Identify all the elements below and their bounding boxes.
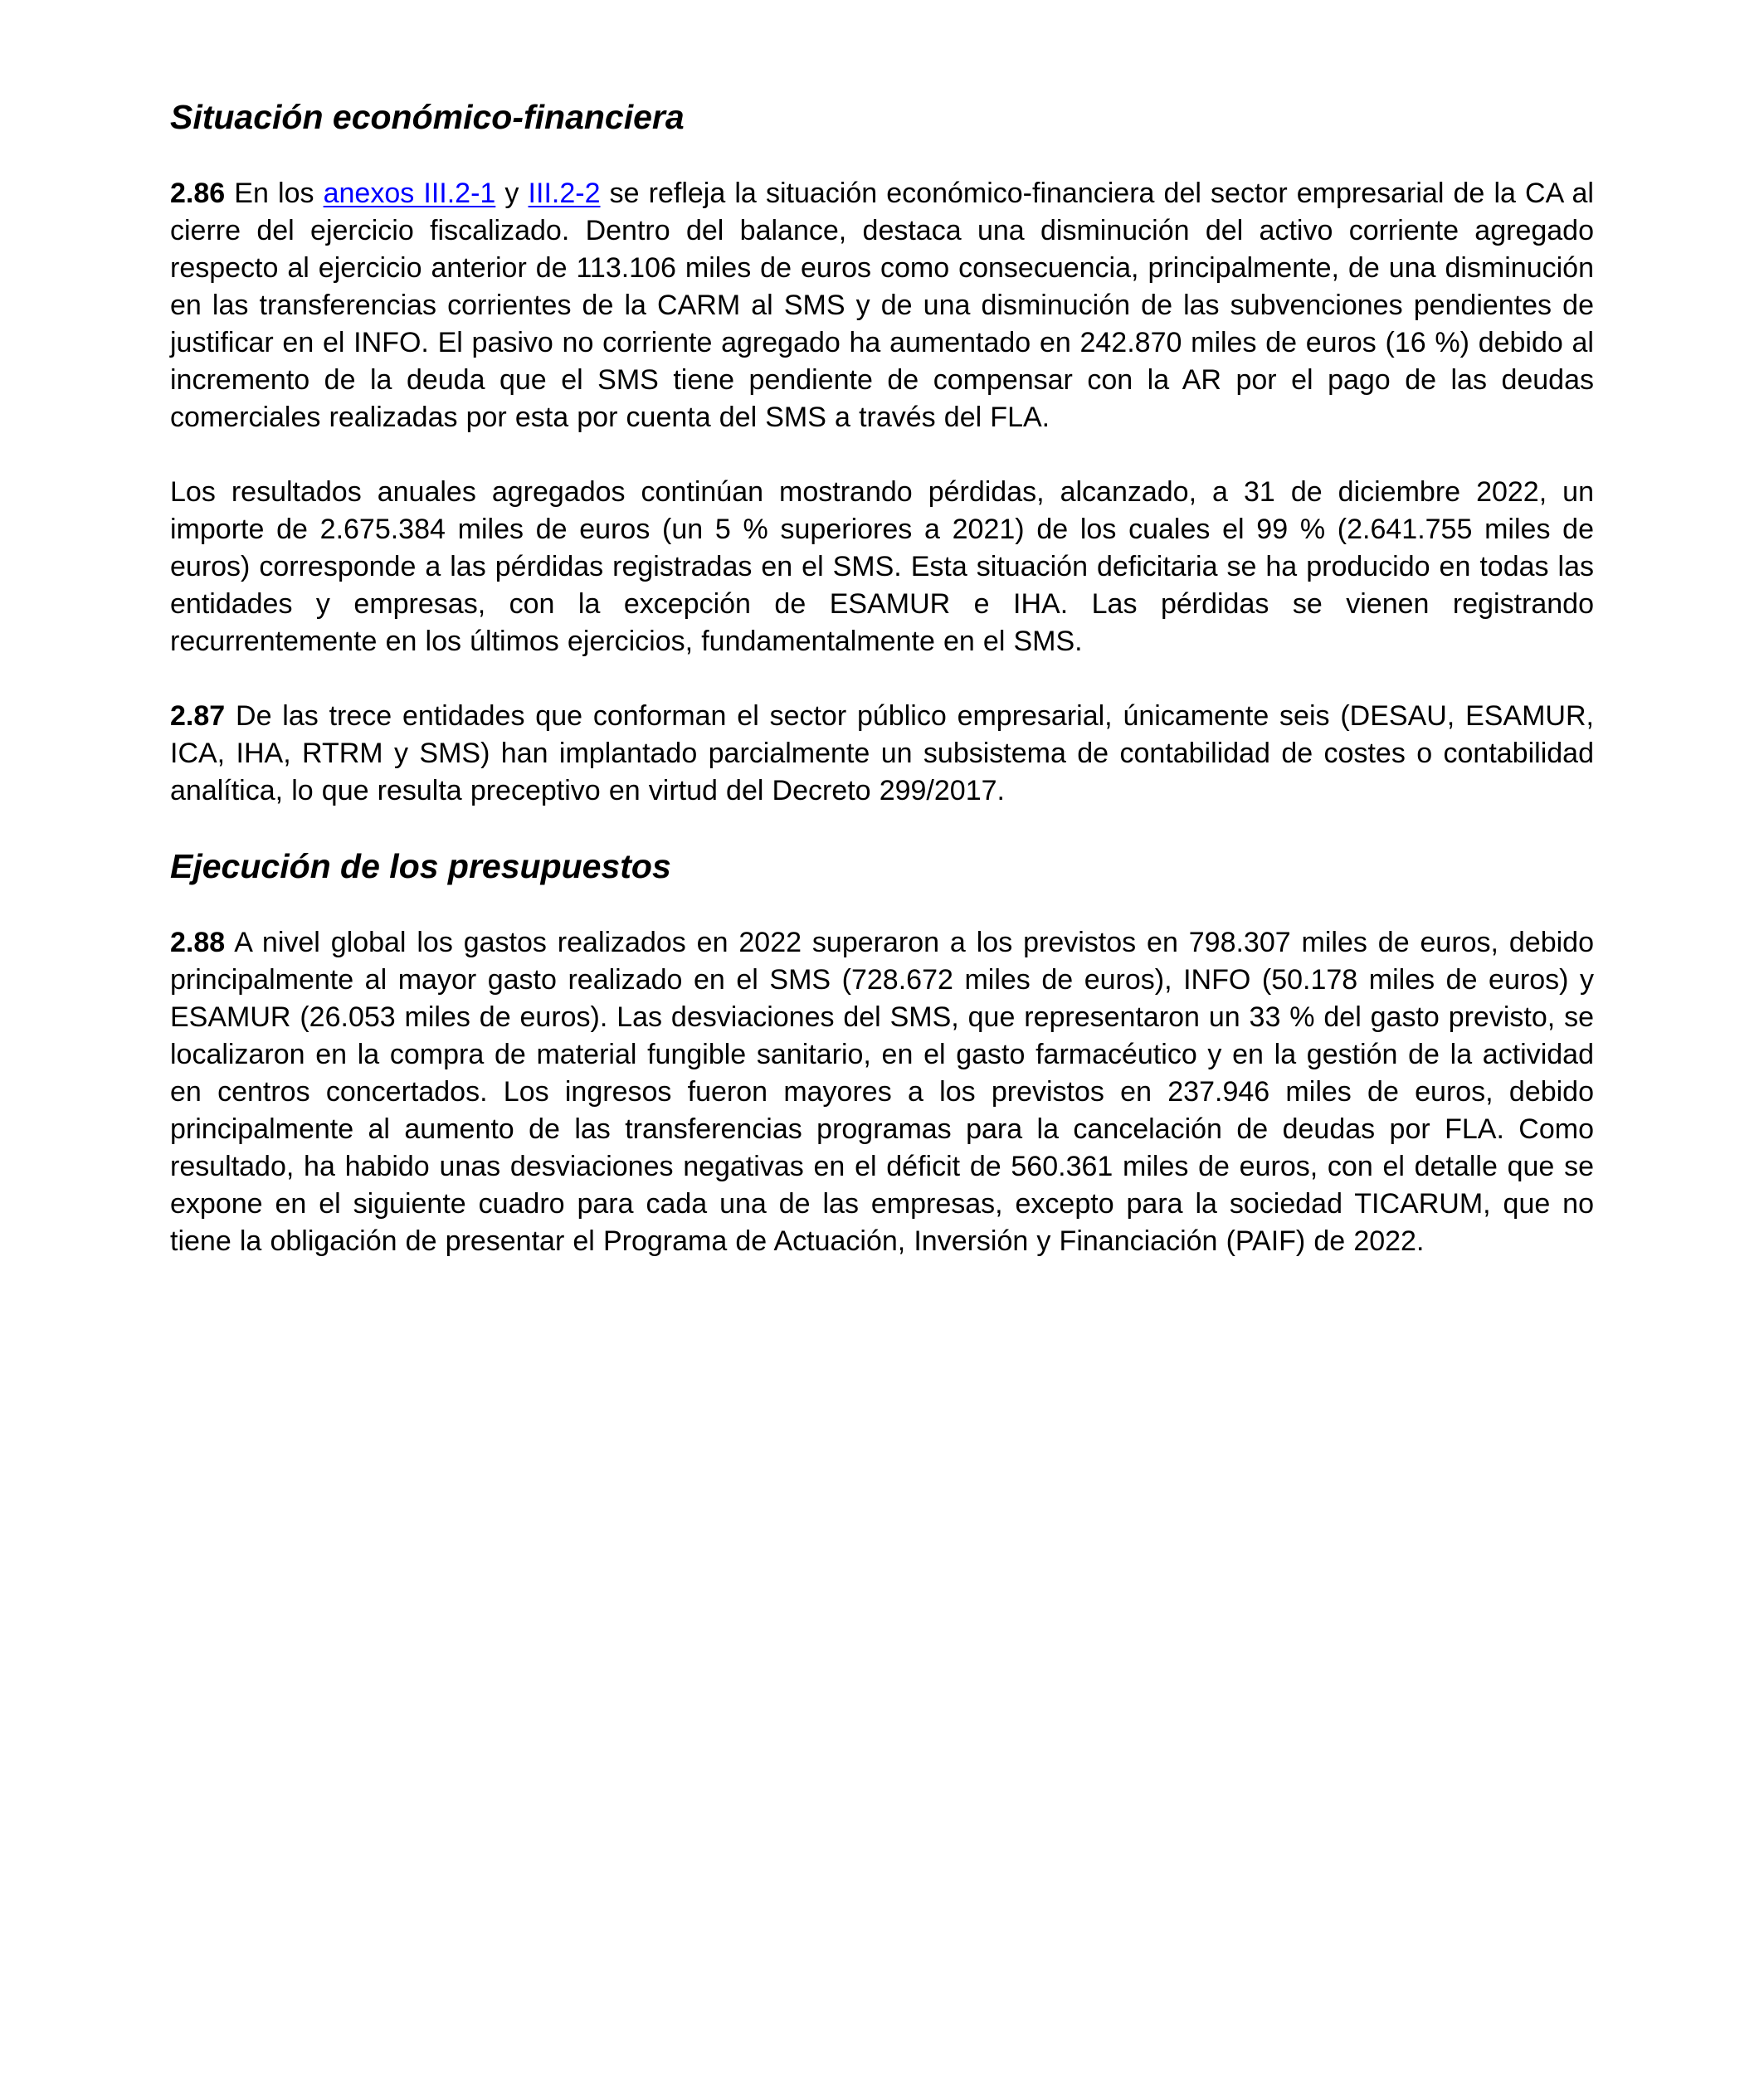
- paragraph-2-86-text-between-links: y: [495, 178, 529, 209]
- paragraph-number-2-86: 2.86: [170, 178, 226, 209]
- paragraph-2-86-text-before-links: En los: [225, 178, 324, 209]
- link-anexos-iii-2-1[interactable]: anexos III.2-1: [323, 178, 496, 209]
- link-iii-2-2[interactable]: III.2-2: [528, 178, 601, 209]
- heading-situacion-economico-financiera: Situación económico-financiera: [170, 98, 685, 136]
- paragraph-2-86-text-after-links: se refleja la situación económico-financiera del sector empresarial de la CA al cierre del ejercicio fiscalizado. Dentro del balance, destaca una disminución del activo corriente agregado respecto al ejercicio anterior de 113.106 miles de euros como consecuencia, principalmente, de una disminución en las transferencias corrientes de la CARM al SMS y de una disminución de las subvenciones pendientes de justificar en el INFO. El pasivo no corriente agregado ha aumentado en 242.870 miles de euros (16 %) debido al incremento de la deuda que el SMS tiene pendiente de compensar con la AR por el pago de las deudas comerciales realizadas por esta por cuenta del SMS a través del FLA.: [170, 178, 1594, 433]
- paragraph-2-88: [170, 924, 1594, 1260]
- paragraph-2-88-text: A nivel global los gastos realizados en 2022 superaron a los previstos en 798.307 miles de euros, debido principalmente al mayor gasto realizado en el SMS (728.672 miles de euros), INFO (50.178 miles de euros) y ESAMUR (26.053 miles de euros). Las desviaciones del SMS, que representaron un 33 % del gasto previsto, se localizaron en la compra de material fungible sanitario, en el gasto farmacéutico y en la gestión de la actividad en centros concertados. Los ingresos fueron mayores a los previstos en 237.946 miles de euros, debido principalmente al aumento de las transferencias programas para la cancelación de deudas por FLA. Como resultado, ha habido unas desviaciones negativas en el déficit de 560.361 miles de euros, con el detalle que se expone en el siguiente cuadro para cada una de las empresas, excepto para la sociedad TICARUM, que no tiene la obligación de presentar el Programa de Actuación, Inversión y Financiación (PAIF) de 2022.: [170, 927, 1594, 1257]
- paragraph-2-87: [170, 698, 1594, 810]
- paragraph-2-87-text: De las trece entidades que conforman el sector público empresarial, únicamente seis (DESAU, ESAMUR, ICA, IHA, RTRM y SMS) han implantado parcialmente un subsistema de contabilidad de costes o contabilidad analítica, lo que resulta preceptivo en virtud del Decreto 299/2017.: [170, 700, 1594, 806]
- paragraph-number-2-88: 2.88: [170, 927, 226, 958]
- paragraph-2-86: [170, 175, 1594, 436]
- paragraph-number-2-87: 2.87: [170, 700, 226, 732]
- paragraph-resultados-anuales: Los resultados anuales agregados continúan mostrando pérdidas, alcanzado, a 31 de diciembre 2022, un importe de 2.675.384 miles de euros (un 5 % superiores a 2021) de los cuales el 99 % (2.641.755 miles de euros) corresponde a las pérdidas registradas en el SMS. Esta situación deficitaria se ha producido en todas las entidades y empresas, con la excepción de ESAMUR e IHA. Las pérdidas se vienen registrando recurrentemente en los últimos ejercicios, fundamentalmente en el SMS.: [170, 476, 1594, 657]
- heading-ejecucion-presupuestos: Ejecución de los presupuestos: [170, 847, 671, 885]
